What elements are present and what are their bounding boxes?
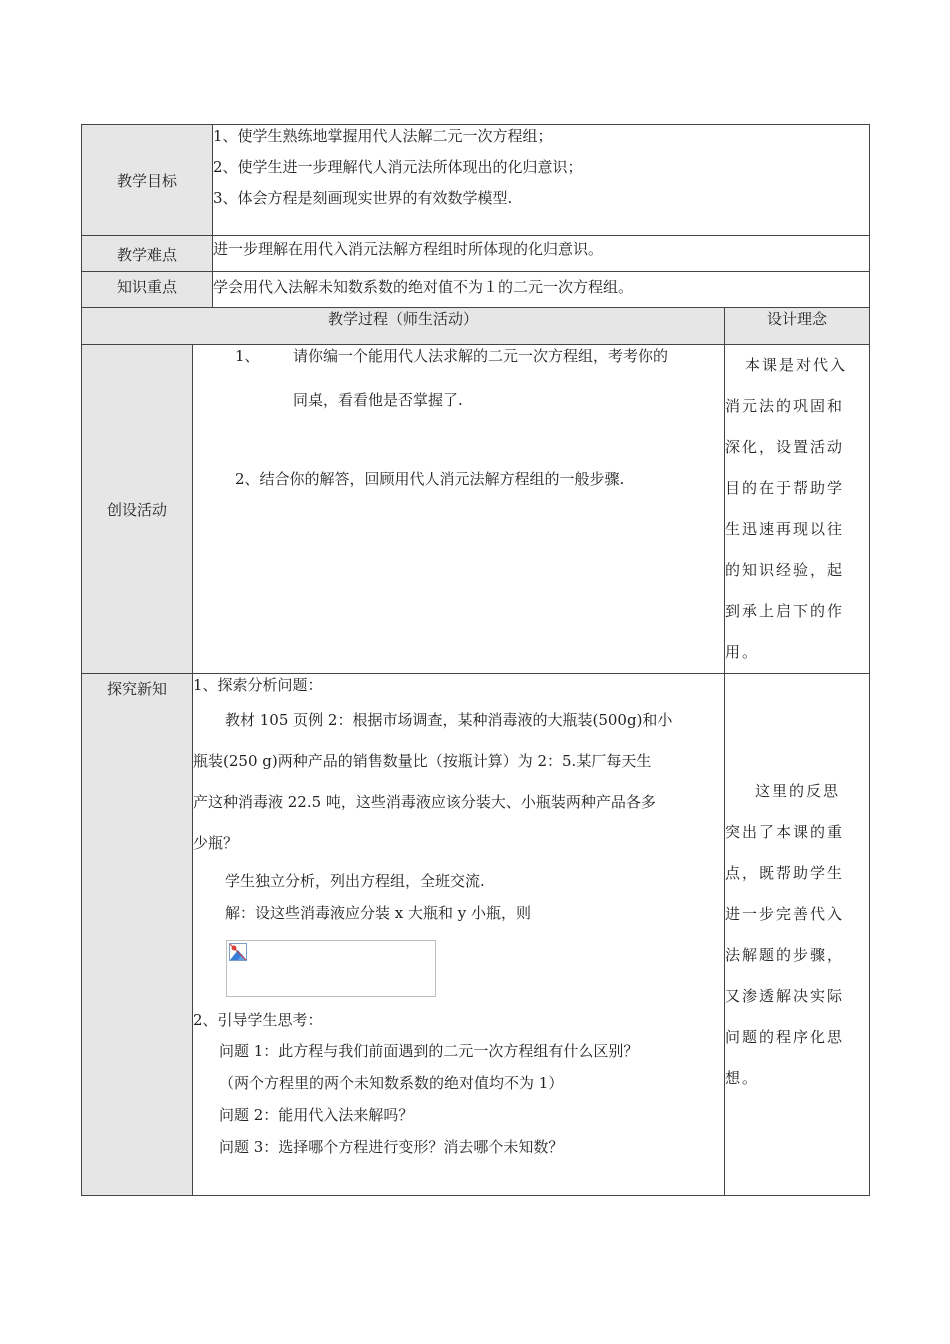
create-activity-label: 创设活动 (82, 345, 193, 674)
activity-item-text-cont: 同桌，看看他是否掌握了. (293, 391, 463, 409)
explore-design-note: 这里的反思 突出了本课的重 点，既帮助学生 进一步完善代入 法解题的步骤， 又渗透解决实际 问题的程序化思 想。 (725, 674, 870, 1196)
lesson-plan-table (81, 124, 870, 1196)
example-problem: 教材 105 页例 2：根据市场调查，某种消毒液的大瓶装(500g)和小 瓶装(250 g)两种产品的销售数量比（按瓶计算）为 2：5.某厂每天生 产这种消毒液 22.5 吨，这些消毒液应该分装大、小瓶装两种产品各多 少瓶？ (193, 711, 673, 852)
explore-heading-1: 1、探索分析问题： (193, 676, 323, 694)
objectives-label: 教学目标 (82, 125, 213, 236)
key-points-text: 学会用代入法解未知数系数的绝对值不为１的二元一次方程组。 (213, 272, 870, 308)
objective-item: 2、使学生进一步理解代人消元法所体现出的化归意识； (213, 158, 583, 176)
solution-text: 解：设这些消毒液应分装 x 大瓶和 y 小瓶，则 (225, 904, 532, 922)
activity-item-number: 1、 (235, 347, 260, 365)
design-header: 设计理念 (725, 308, 870, 345)
explore-content (193, 674, 725, 1196)
objective-item: 1、使学生熟练地掌握用代人法解二元一次方程组； (213, 127, 553, 145)
process-header: 教学过程（师生活动） (82, 308, 725, 345)
key-points-label: 知识重点 (82, 272, 213, 308)
analysis-text: 学生独立分析，列出方程组，全班交流. (225, 872, 485, 890)
create-design-note: 本课是对代入 消元法的巩固和 深化，设置活动 目的在于帮助学 生迅速再现以往 的知识经验，起 到承上启下的作 用。 (725, 345, 870, 674)
difficulty-text: 进一步理解在用代入消元法解方程组时所体现的化归意识。 (213, 236, 870, 272)
explore-heading-2: 2、引导学生思考： (193, 1011, 323, 1029)
guiding-questions (193, 1035, 724, 1163)
create-activity-content (193, 345, 725, 674)
objectives-list (213, 125, 870, 236)
broken-image-icon (229, 943, 247, 961)
question-3: 问题 3：选择哪个方程进行变形？消去哪个未知数？ (219, 1138, 564, 1156)
equation-image-placeholder (226, 940, 436, 997)
question-2: 问题 2：能用代入法来解吗？ (219, 1106, 414, 1124)
activity-item-2: 2、结合你的解答，回顾用代人消元法解方程组的一般步骤. (235, 470, 625, 488)
activity-item-text: 请你编一个能用代人法求解的二元一次方程组，考考你的 (293, 347, 669, 365)
question-1-note: （两个方程里的两个未知数系数的绝对值均不为 1） (219, 1074, 564, 1092)
explore-label: 探究新知 (82, 674, 193, 1196)
objective-item: 3、体会方程是刻画现实世界的有效数学模型. (213, 189, 513, 207)
question-1: 问题 1：此方程与我们前面遇到的二元一次方程组有什么区别？ (219, 1042, 639, 1060)
difficulty-label: 教学难点 (82, 236, 213, 272)
